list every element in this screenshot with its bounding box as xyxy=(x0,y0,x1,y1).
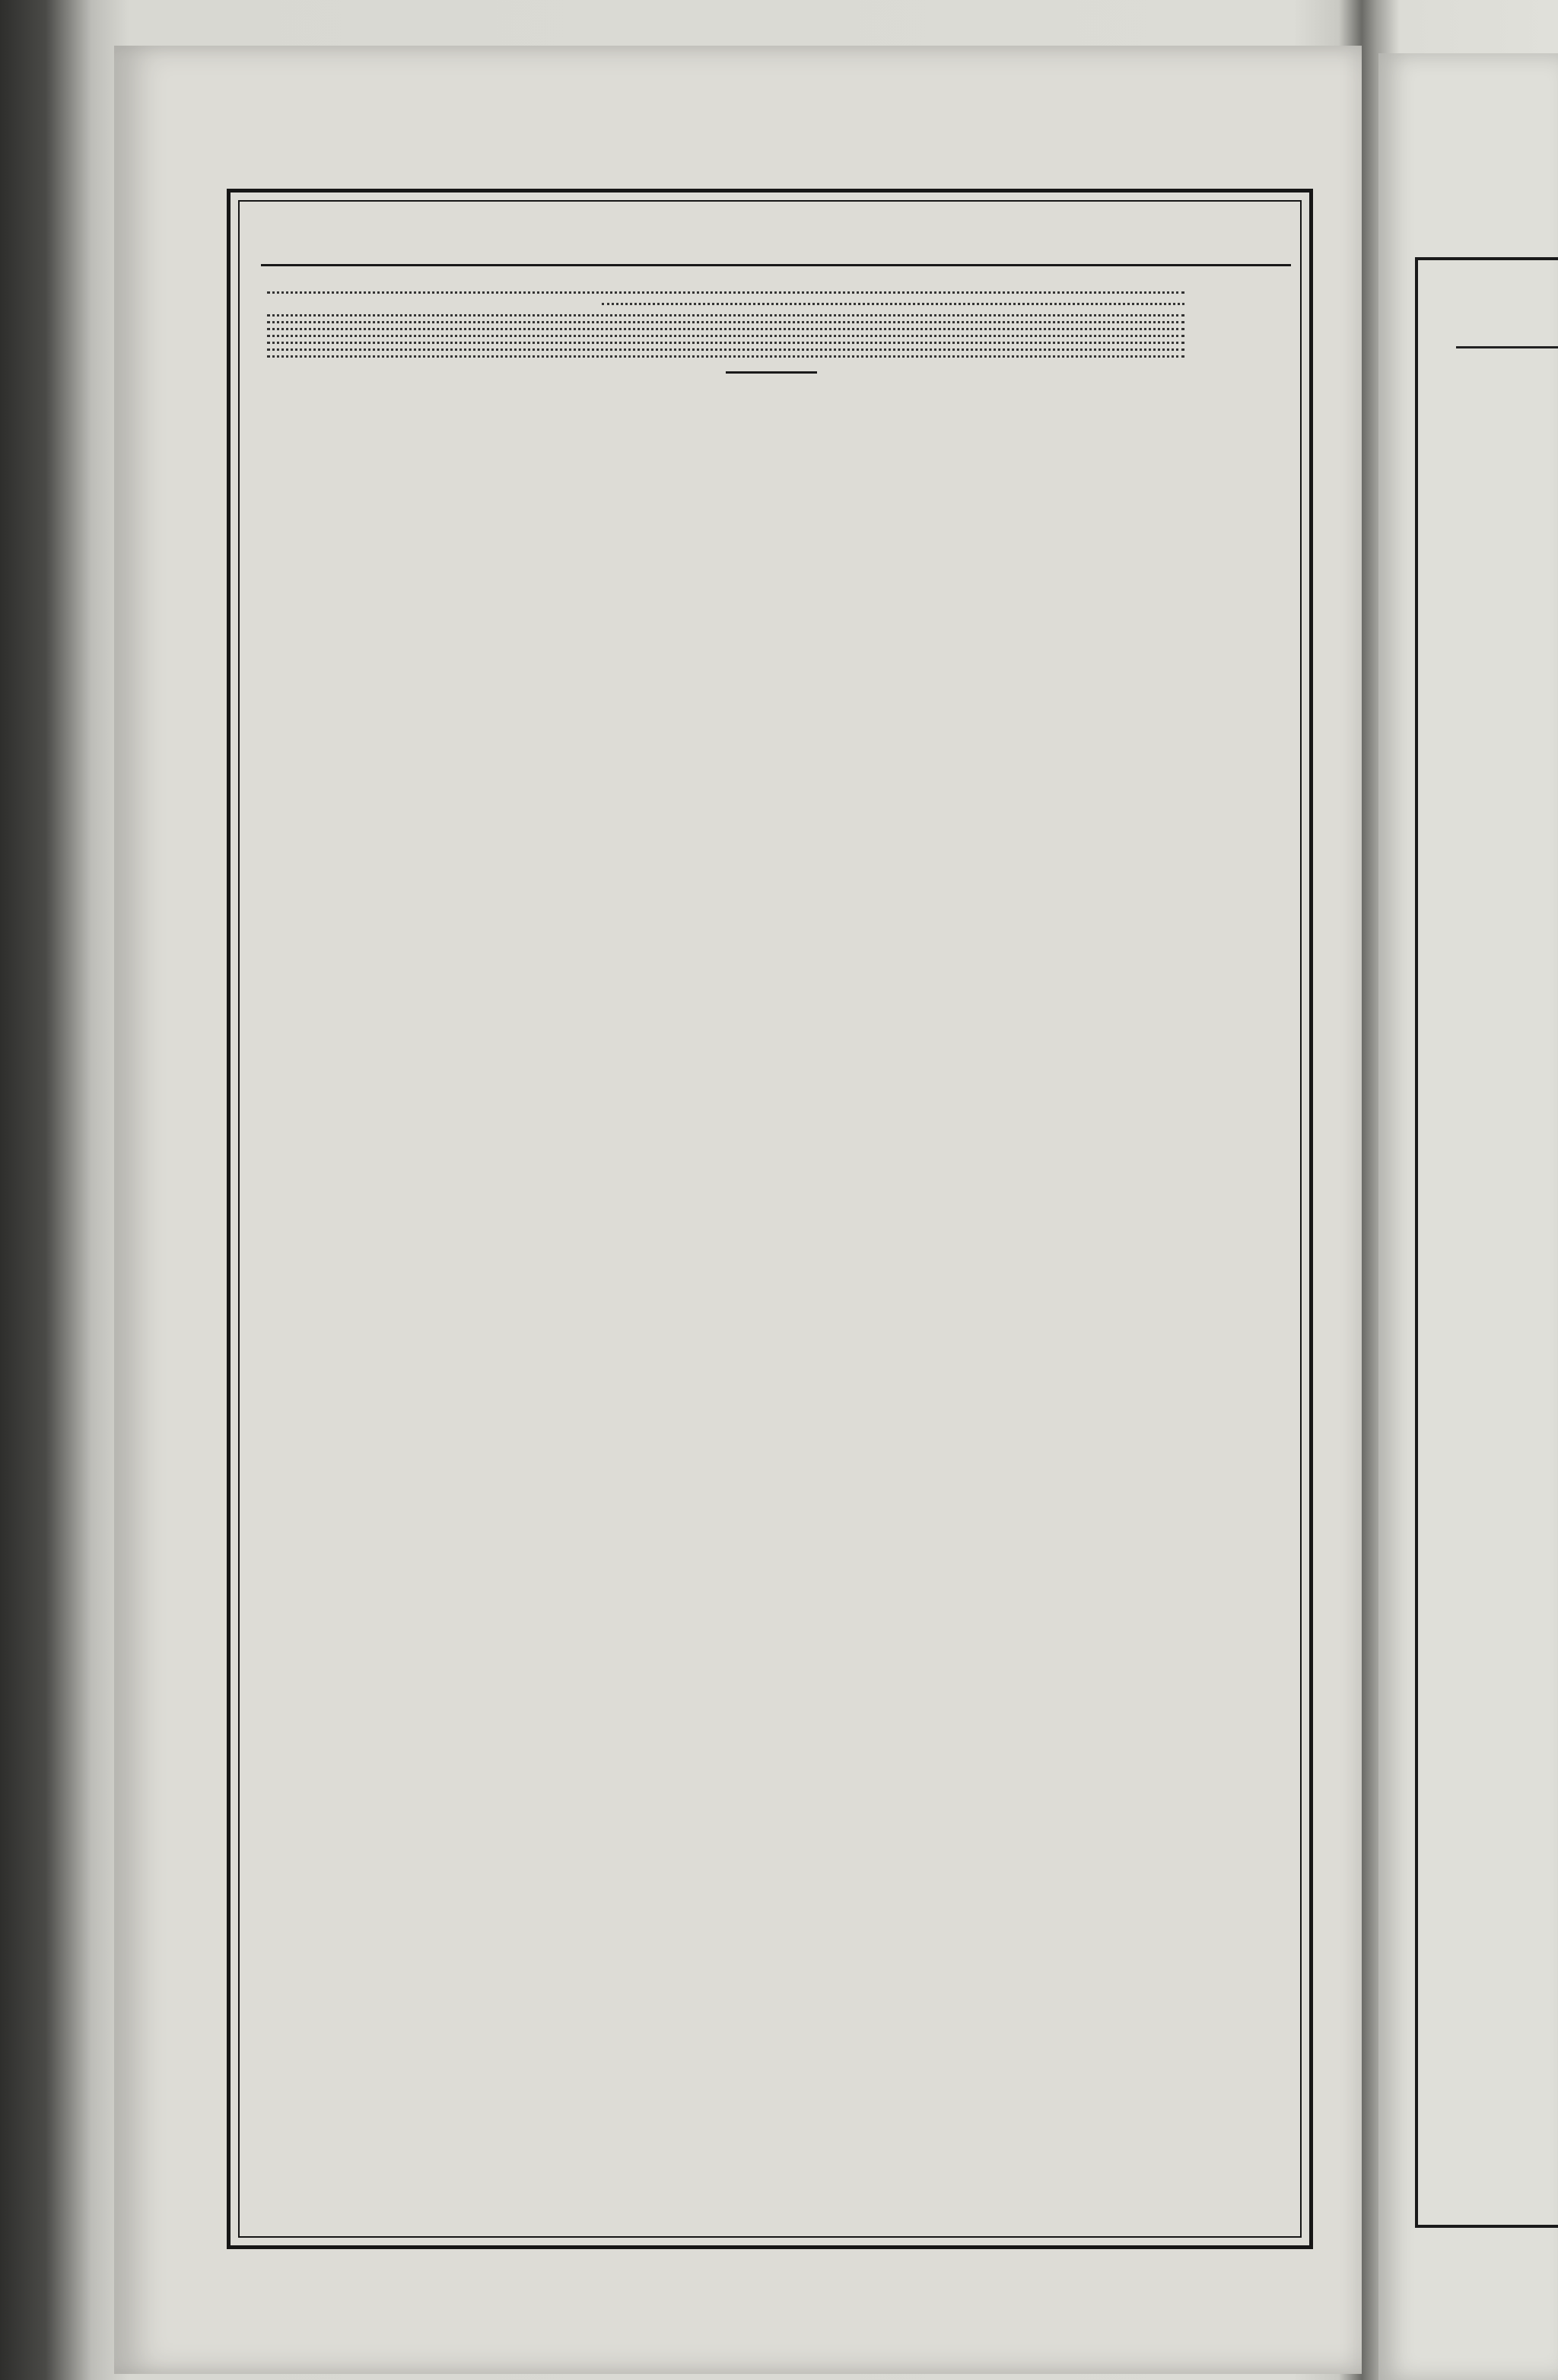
dot-leader xyxy=(267,335,1184,337)
vice-president-row xyxy=(262,303,1280,310)
page-frame-inner xyxy=(238,200,1302,2238)
cabinet-row xyxy=(262,342,1280,348)
dot-leader xyxy=(267,321,1184,323)
cabinet-row xyxy=(262,314,1280,321)
header-rule xyxy=(261,264,1291,266)
facing-page-rule xyxy=(1456,346,1558,348)
cabinet-row xyxy=(262,335,1280,342)
dot-leader xyxy=(267,342,1184,344)
facing-page-frame xyxy=(1415,257,1558,2228)
officers-list xyxy=(262,291,1280,362)
dot-leader xyxy=(267,328,1184,330)
president-row xyxy=(262,291,1280,298)
dot-leader xyxy=(267,348,1184,351)
page-header xyxy=(240,206,1300,261)
cabinet-row xyxy=(262,348,1280,355)
cabinet-row xyxy=(262,355,1280,362)
dot-leader xyxy=(267,291,1184,294)
dot-leader xyxy=(267,314,1184,317)
page-frame xyxy=(227,189,1313,2249)
page-body xyxy=(262,281,1280,2224)
cabinet-row xyxy=(262,328,1280,335)
section-divider xyxy=(726,371,817,374)
dot-leader xyxy=(602,303,1184,305)
dot-leader xyxy=(267,355,1184,358)
cabinet-row xyxy=(262,321,1280,328)
